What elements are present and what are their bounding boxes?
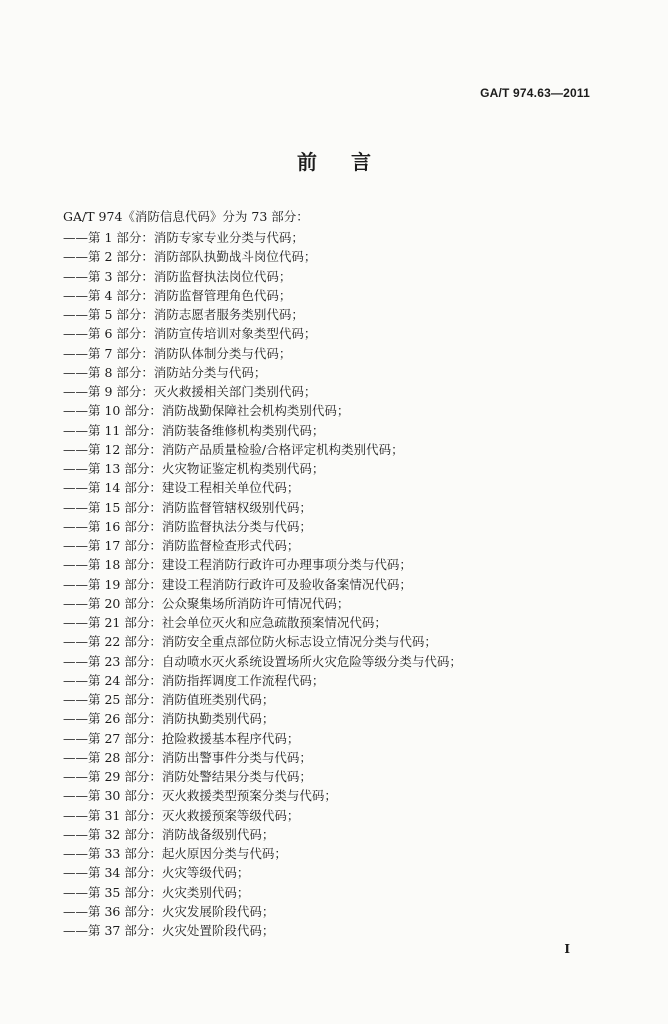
list-item: ——第 31 部分：灭火救援预案等级代码； <box>63 807 300 823</box>
list-item: ——第 37 部分：火灾处置阶段代码； <box>63 923 275 938</box>
list-item: ——第 1 部分：消防专家专业分类与代码； <box>63 230 304 245</box>
list-item: ——第 25 部分：消防值班类别代码； <box>63 692 275 707</box>
list-item: ——第 27 部分：抢险救援基本程序代码； <box>63 730 300 746</box>
list-item: ——第 32 部分：消防战备级别代码； <box>63 826 275 842</box>
list-item: ——第 26 部分：消防执勤类别代码； <box>63 711 275 727</box>
list-item: ——第 18 部分：建设工程消防行政许可办理事项分类与代码； <box>63 557 412 573</box>
list-item: ——第 35 部分：火灾类别代码； <box>63 884 250 900</box>
list-item: ——第 9 部分：灭火救援相关部门类别代码； <box>63 384 317 399</box>
list-item: ——第 7 部分：消防队体制分类与代码； <box>63 345 292 361</box>
list-item: ——第 4 部分：消防监督管理角色代码； <box>63 287 292 303</box>
list-item: ——第 12 部分：消防产品质量检验/合格评定机构类别代码； <box>63 441 404 457</box>
list-item: ——第 28 部分：消防出警事件分类与代码； <box>63 749 312 765</box>
list-item: ——第 30 部分：灭火救援类型预案分类与代码； <box>63 788 337 804</box>
list-item: ——第 21 部分：社会单位灭火和应急疏散预案情况代码； <box>63 615 387 630</box>
list-item: ——第 29 部分：消防处警结果分类与代码； <box>63 769 312 784</box>
list-item: ——第 16 部分：消防监督执法分类与代码； <box>63 518 312 534</box>
intro-text: GA/T 974《消防信息代码》分为 73 部分： <box>63 209 309 224</box>
list-item: ——第 2 部分：消防部队执勤战斗岗位代码； <box>63 249 317 265</box>
list-item: ——第 22 部分：消防安全重点部位防火标志设立情况分类与代码； <box>63 634 437 650</box>
list-item: ——第 3 部分：消防监督执法岗位代码； <box>63 268 292 284</box>
page-title: 前言 <box>297 150 405 174</box>
list-item: ——第 6 部分：消防宣传培训对象类型代码； <box>63 326 317 342</box>
list-item: ——第 17 部分：消防监督检查形式代码； <box>63 538 300 553</box>
list-item: ——第 20 部分：公众聚集场所消防许可情况代码； <box>63 595 350 611</box>
list-item: ——第 10 部分：消防战勤保障社会机构类别代码； <box>63 403 350 419</box>
list-item: ——第 8 部分：消防站分类与代码； <box>63 364 267 380</box>
list-item: ——第 14 部分：建设工程相关单位代码； <box>63 480 300 496</box>
list-item: ——第 15 部分：消防监督管辖权级别代码； <box>63 499 312 515</box>
list-item: ——第 33 部分：起火原因分类与代码； <box>63 846 287 861</box>
list-item: ——第 23 部分：自动喷水灭火系统设置场所火灾危险等级分类与代码； <box>63 653 462 669</box>
page-number: I <box>564 942 570 956</box>
list-item: ——第 5 部分：消防志愿者服务类别代码； <box>63 307 304 322</box>
list-item: ——第 11 部分：消防装备维修机构类别代码； <box>63 422 325 438</box>
list-item: ——第 19 部分：建设工程消防行政许可及验收备案情况代码； <box>63 576 412 592</box>
standard-code: GA/T 974.63—2011 <box>480 86 590 100</box>
list-item: ——第 24 部分：消防指挥调度工作流程代码； <box>63 672 325 688</box>
parts-list <box>63 228 462 940</box>
list-item: ——第 36 部分：火灾发展阶段代码； <box>63 903 275 919</box>
list-item: ——第 13 部分：火灾物证鉴定机构类别代码； <box>63 461 325 476</box>
list-item: ——第 34 部分：火灾等级代码； <box>63 865 250 881</box>
